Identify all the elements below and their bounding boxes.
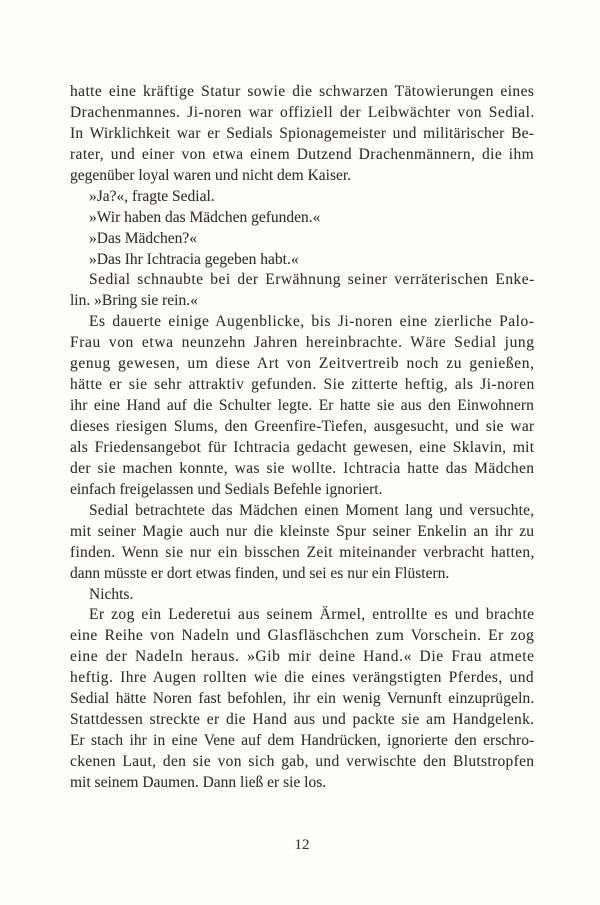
text-line: hätte er sie sehr attraktiv gefunden. Sie zitterte heftig, als Ji-noren [70, 376, 535, 394]
text-line: dann müsste er dort etwas finden, und sei es nur ein Flüstern. [70, 564, 450, 582]
paragraph [70, 270, 534, 312]
paragraph [70, 605, 534, 793]
text-line: ckenen Laut, den sie von sich gab, und verwischte den Blutstropfen [70, 753, 535, 770]
text-line: ihr eine Hand auf die Schulter legte. Er hatte sie aus den Einwohnern [70, 397, 534, 415]
text-line: »Wir haben das Mädchen gefunden.« [89, 208, 321, 226]
text-line: der sie machen konnte, was sie wollte. Ichtracia hatte das Mädchen [70, 459, 535, 477]
text-line: Drachenmannes. Ji-noren war offiziell der Leibwächter von Sedial. [70, 103, 535, 121]
text-line: Stattdessen streckte er die Hand aus und packte sie am Handgelenk. [70, 711, 535, 729]
text-line: dieses riesigen Slums, den Greenfire-Tiefen, ausgesucht, und sie war [70, 418, 535, 435]
text-line: gegenüber loyal waren und nicht dem Kaiser. [70, 166, 352, 184]
text-line: rater, und einer von etwa einem Dutzend Drachenmännern, die ihm [70, 145, 535, 163]
text-line: finden. Wenn sie nur ein bisschen Zeit miteinander verbracht hatten, [70, 543, 535, 561]
paragraph [70, 229, 534, 250]
text-line: hatte eine kräftige Statur sowie die schwarzen Tätowierungen eines [70, 83, 535, 100]
page-number: 12 [294, 837, 310, 853]
text-line: In Wirklichkeit war er Sedials Spionagemeister und militärischer Be- [70, 124, 535, 142]
text-line: Sedial betrachtete das Mädchen einen Moment lang und versuchte, [89, 501, 535, 519]
text-line: lin. »Bring sie rein.« [70, 292, 198, 310]
text-line: mit seiner Magie auch nur die kleinste Spur seiner Enkelin an ihr zu [70, 522, 535, 540]
text-line: Sedial hätte Noren fast befohlen, ihr ein wenig Vernunft einzuprügeln. [70, 690, 535, 708]
text-line: Er stach ihr in eine Vene auf dem Handrücken, ignorierte den erschro- [70, 732, 535, 750]
text-line: Er zog ein Lederetui aus seinem Ärmel, entrollte es und brachte [89, 606, 535, 624]
paragraph [70, 501, 534, 585]
text-line: »Das Ihr Ichtracia gegeben habt.« [89, 250, 299, 268]
text-line: heftig. Ihre Augen rollten wie die eines verängstigten Pferdes, und [70, 669, 535, 687]
paragraph [70, 82, 534, 187]
text-line: Frau von etwa neunzehn Jahren hereinbrachte. Wäre Sedial jung [70, 334, 535, 352]
text-line: »Ja?«, fragte Sedial. [89, 187, 215, 205]
text-line: als Friedensangebot für Ichtracia gedacht gewesen, eine Sklavin, mit [70, 438, 535, 456]
text-line: eine der Nadeln heraus. »Gib mir deine Hand.« Die Frau atmete [70, 648, 535, 666]
text-line: Sedial schnaubte bei der Erwähnung seiner verräterischen Enke- [89, 271, 535, 289]
paragraph [70, 585, 534, 606]
text-line: eine Reihe von Nadeln und Glasfläschchen zum Vorschein. Er zog [70, 627, 535, 645]
text-line: mit seinem Daumen. Dann ließ er sie los. [70, 773, 327, 791]
text-line: einfach freigelassen und Sedials Befehle ignoriert. [70, 480, 383, 498]
paragraph [70, 312, 534, 500]
paragraph [70, 250, 534, 271]
text-line: genug gewesen, um diese Art von Zeitvertreib noch zu genießen, [70, 355, 535, 373]
text-line: »Das Mädchen?« [89, 229, 198, 247]
paragraph [70, 208, 534, 229]
text-line: Es dauerte einige Augenblicke, bis Ji-noren eine zierliche Palo- [89, 313, 535, 331]
text-line: Nichts. [89, 585, 134, 603]
page-text-block [70, 82, 534, 794]
paragraph [70, 187, 534, 208]
